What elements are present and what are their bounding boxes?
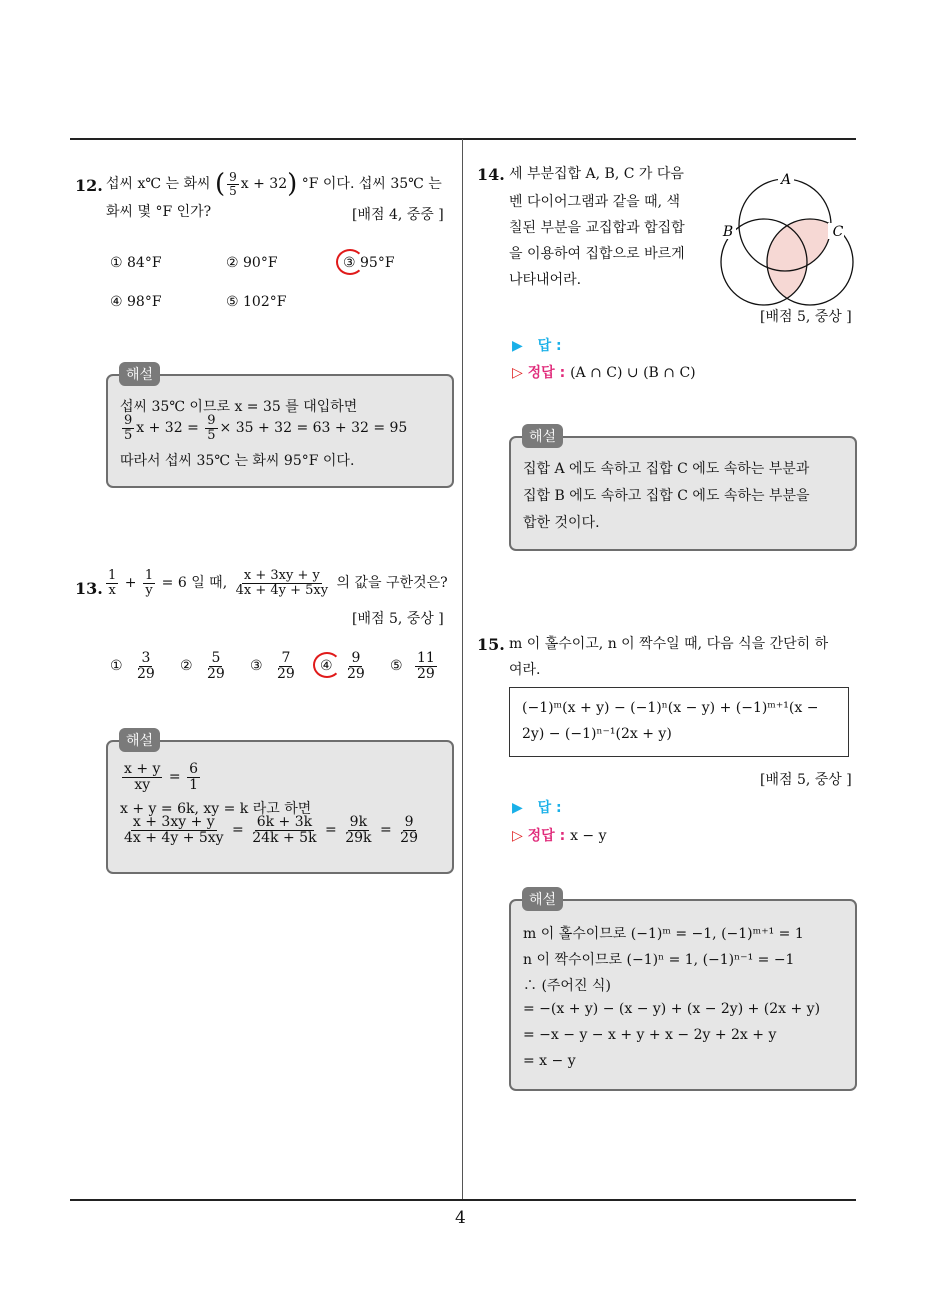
q15-exp-line3: ∴ (주어진 식) [523, 978, 611, 994]
q15-answer-row [512, 797, 562, 817]
q12-exp-line3: 따라서 섭씨 35℃ 는 화씨 95°F 이다. [120, 453, 355, 469]
venn-diagram [712, 165, 862, 310]
q13-score: [배점 5, 중상 ] [352, 611, 444, 627]
q15-answer-label: 답 : [537, 800, 562, 816]
venn-label-c: C [832, 224, 844, 240]
q14-answer-row [512, 335, 562, 355]
q14-line3: 칠된 부분을 교집합과 합집합 [509, 220, 685, 236]
q12-explanation-box [106, 374, 454, 488]
q15-explanation-tag: 해설 [522, 887, 563, 911]
q15-exp-line5: = −x − y − x + y + x − 2y + 2x + y [523, 1027, 777, 1043]
q13-number: 13. [75, 579, 103, 598]
q14-correct-label: 정답 : [527, 365, 566, 381]
q12-choice-5[interactable]: ⑤ 102°F [226, 294, 287, 310]
q13-exp-line1: $\frac{x + y}{xy}$ = $\frac{6}{1}$ [124, 761, 198, 793]
q14-exp-line2: 집합 B 에도 속하고 집합 C 에도 속하는 부분을 [523, 488, 810, 504]
q14-correct-value: (A ∩ C) ∪ (B ∩ C) [570, 365, 696, 381]
q13-selected-mark [313, 652, 341, 678]
q15-box-line1: (−1)ᵐ(x + y) − (−1)ⁿ(x − y) + (−1)ᵐ⁺¹(x − [522, 700, 819, 716]
q13-choice-2[interactable]: ② $\frac{5}{29}$ [180, 650, 225, 682]
q15-line2: 여라. [509, 662, 541, 678]
q13-choice-4[interactable]: ④ $\frac{9}{29}$ [320, 650, 365, 682]
q13-choice-3[interactable]: ③ $\frac{7}{29}$ [250, 650, 295, 682]
q14-number: 14. [477, 165, 505, 184]
q15-correct-value: x − y [570, 828, 607, 844]
q13-exp-line2: x + y = 6k, xy = k 라고 하면 [120, 801, 312, 817]
q12-number: 12. [75, 176, 103, 195]
outline-arrow-icon: ▷ [512, 828, 523, 844]
q15-correct-label: 정답 : [527, 828, 566, 844]
q14-score: [배점 5, 중상 ] [760, 309, 852, 325]
q12-explanation-tag: 해설 [119, 362, 160, 386]
q15-box-line2: 2y) − (−1)ⁿ⁻¹(2x + y) [522, 726, 672, 742]
q12-text-b: °F 이다. 섭씨 35℃ 는 [301, 176, 442, 192]
q12-selected-mark [336, 249, 364, 275]
venn-label-a: A [780, 172, 792, 188]
q15-correct-row [512, 825, 607, 845]
page-number: 4 [455, 1208, 466, 1228]
q14-explanation-box [509, 436, 857, 551]
q14-line1: 세 부분집합 A, B, C 가 다음 [509, 166, 684, 182]
q15-exp-line2: n 이 짝수이므로 (−1)ⁿ = 1, (−1)ⁿ⁻¹ = −1 [523, 952, 795, 968]
q13-explanation-box [106, 740, 454, 874]
q13-big-den: 4x + 4y + 5xy [235, 582, 329, 598]
q12-exp-line2-a: x + 32 = [136, 420, 199, 437]
q12-choice-2[interactable]: ② 90°F [226, 255, 278, 271]
q15-explanation-box [509, 899, 857, 1091]
q13-exp-line3: $\frac{x + 3xy + y}{4x + 4y + 5xy}$ = $\frac{6k + 3k}{24k + 5k}$ = $\frac{9k}{29k}$ = $\frac{9}{29}$ [124, 814, 418, 846]
q14-correct-row [512, 362, 696, 382]
q12-text-a: 섭씨 x℃ 는 화씨 [106, 176, 211, 192]
column-divider [462, 139, 463, 1201]
q14-exp-line1: 집합 A 에도 속하고 집합 C 에도 속하는 부분과 [523, 461, 810, 477]
q14-line4: 을 이용하여 집합으로 바르게 [509, 246, 685, 262]
q13-choice-1[interactable]: ① $\frac{3}{29}$ [110, 650, 155, 682]
q15-exp-line4: = −(x + y) − (x − y) + (x − 2y) + (2x + y) [523, 1001, 821, 1017]
q13-text-a: = 6 일 때, [161, 575, 228, 592]
q12-exp-line2: $\frac{9}{5}$ x + 32 = $\frac{9}{5}$ × 35 + 32 = 63 + 32 = 95 [124, 413, 408, 443]
q14-exp-line3: 합한 것이다. [523, 515, 600, 531]
q14-line5: 나타내어라. [509, 272, 582, 288]
q12-exp-line1: 섭씨 35℃ 이므로 x = 35 를 대입하면 [120, 399, 358, 415]
q14-explanation-tag: 해설 [522, 424, 563, 448]
q12-text-line1: 섭씨 x℃ 는 화씨 ( $\frac{9}{5}$ x + 32) °F 이다. 섭씨 35℃ 는 [106, 169, 442, 199]
venn-label-b: B [722, 224, 734, 240]
q12-choice-1[interactable]: ① 84°F [110, 255, 162, 271]
q12-choice-4[interactable]: ④ 98°F [110, 294, 162, 310]
play-arrow-icon: ▶ [512, 338, 523, 354]
q13-explanation-tag: 해설 [119, 728, 160, 752]
q12-choice-3[interactable]: ③ 95°F [343, 255, 395, 271]
q15-exp-line1: m 이 홀수이므로 (−1)ᵐ = −1, (−1)ᵐ⁺¹ = 1 [523, 926, 804, 942]
q15-line1: m 이 홀수이고, n 이 짝수일 때, 다음 식을 간단히 하 [509, 636, 829, 652]
bottom-rule [70, 1199, 856, 1201]
play-arrow-icon: ▶ [512, 800, 523, 816]
q14-answer-label: 답 : [537, 338, 562, 354]
q13-big-num: x + 3xy + y [243, 568, 320, 583]
q15-number: 15. [477, 635, 505, 654]
q12-score: [배점 4, 중중 ] [352, 207, 444, 223]
q13-text-b: 의 값을 구한것은? [336, 575, 448, 592]
q12-text-c: 화씨 몇 °F 인가? [106, 204, 212, 220]
q15-exp-line6: = x − y [523, 1053, 576, 1069]
q14-line2: 벤 다이어그램과 같을 때, 색 [509, 194, 681, 210]
q13-choice-5[interactable]: ⑤ $\frac{11}{29}$ [390, 650, 435, 682]
q15-expression-box [509, 687, 849, 757]
outline-arrow-icon: ▷ [512, 365, 523, 381]
q13-text-line1: $\frac{1}{x}$ + $\frac{1}{y}$ = 6 일 때, $\frac{x + 3xy + y}{4x + 4y + 5xy}$ 의 값을 구한것은? [108, 568, 448, 598]
top-rule [70, 138, 856, 140]
q15-score: [배점 5, 중상 ] [760, 772, 852, 788]
q12-expr: x + 32 [240, 176, 288, 192]
q12-exp-line2-b: × 35 + 32 = 63 + 32 = 95 [219, 420, 408, 437]
